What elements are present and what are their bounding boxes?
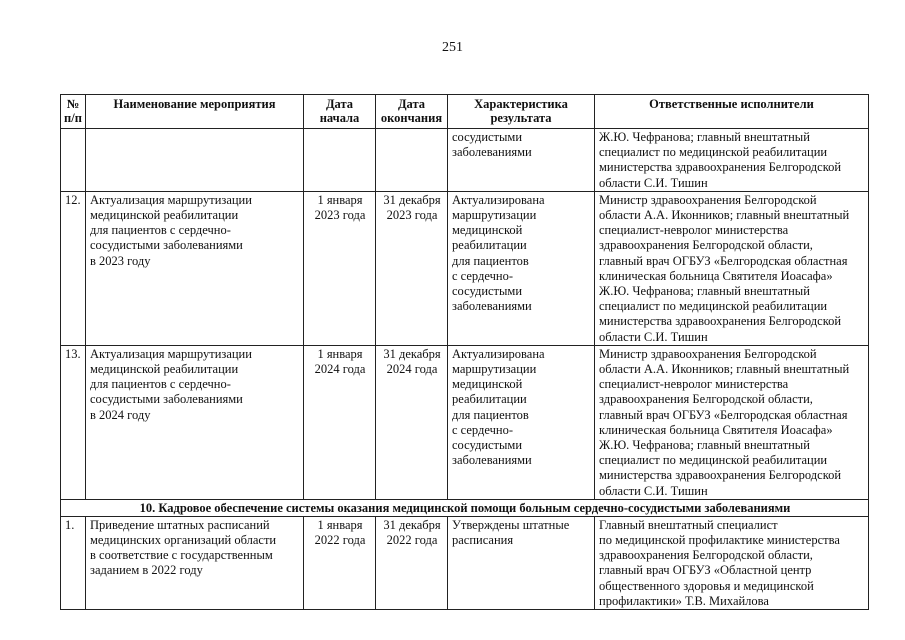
activity-name bbox=[86, 129, 304, 192]
table-row bbox=[61, 516, 869, 609]
start-date: 1 января 2023 года bbox=[304, 191, 376, 345]
row-number bbox=[61, 129, 86, 192]
start-date bbox=[304, 129, 376, 192]
header-end-date: Дата окончания bbox=[376, 95, 448, 129]
start-date: 1 января 2022 года bbox=[304, 516, 376, 609]
responsible-executors: Ж.Ю. Чефранова; главный внештатный специалист по медицинской реабилитации министерства здравоохранения Белгородской области С.И. Тишин bbox=[595, 129, 869, 192]
end-date: 31 декабря 2024 года bbox=[376, 345, 448, 499]
responsible-executors: Главный внештатный специалист по медицинской профилактике министерства здравоохранения Белгородской области, главный врач ОГБУЗ «Областной центр общественного здоровья и медицинской профилактики» Т.В. Михайлова bbox=[595, 516, 869, 609]
end-date: 31 декабря 2022 года bbox=[376, 516, 448, 609]
activity-name: Актуализация маршрутизации медицинской реабилитации для пациентов с сердечно- сосудистыми заболеваниями в 2023 году bbox=[86, 191, 304, 345]
header-start-date: Дата начала bbox=[304, 95, 376, 129]
activity-name: Актуализация маршрутизации медицинской реабилитации для пациентов с сердечно- сосудистыми заболеваниями в 2024 году bbox=[86, 345, 304, 499]
header-number: № п/п bbox=[61, 95, 86, 129]
row-number: 1. bbox=[61, 516, 86, 609]
section-title: 10. Кадровое обеспечение системы оказания медицинской помощи больным сердечно-сосудистыми заболеваниями bbox=[61, 499, 869, 516]
table-body bbox=[61, 129, 869, 610]
start-date: 1 января 2024 года bbox=[304, 345, 376, 499]
activities-table bbox=[60, 94, 869, 610]
end-date: 31 декабря 2023 года bbox=[376, 191, 448, 345]
section-heading-row bbox=[61, 499, 869, 516]
table-row bbox=[61, 191, 869, 345]
result-description: Актуализирована маршрутизации медицинской реабилитации для пациентов с сердечно- сосудистыми заболеваниями bbox=[448, 191, 595, 345]
responsible-executors: Министр здравоохранения Белгородской области А.А. Иконников; главный внештатный специалист-невролог министерства здравоохранения Белгородской области, главный врач ОГБУЗ «Белгородская областная клиническая больница Святителя Иоасафа» Ж.Ю. Чефранова; главный внештатный специалист по медицинской реабилитации министерства здравоохранения Белгородской области С.И. Тишин bbox=[595, 345, 869, 499]
table-row bbox=[61, 129, 869, 192]
header-result: Характеристика результата bbox=[448, 95, 595, 129]
activity-name: Приведение штатных расписаний медицинских организаций области в соответствие с государственным заданием в 2022 году bbox=[86, 516, 304, 609]
end-date bbox=[376, 129, 448, 192]
result-description: Актуализирована маршрутизации медицинской реабилитации для пациентов с сердечно- сосудистыми заболеваниями bbox=[448, 345, 595, 499]
header-responsible: Ответственные исполнители bbox=[595, 95, 869, 129]
row-number: 12. bbox=[61, 191, 86, 345]
table-header-row bbox=[61, 95, 869, 129]
result-description: сосудистыми заболеваниями bbox=[448, 129, 595, 192]
header-activity-name: Наименование мероприятия bbox=[86, 95, 304, 129]
table-row bbox=[61, 345, 869, 499]
result-description: Утверждены штатные расписания bbox=[448, 516, 595, 609]
responsible-executors: Министр здравоохранения Белгородской области А.А. Иконников; главный внештатный специалист-невролог министерства здравоохранения Белгородской области, главный врач ОГБУЗ «Белгородская областная клиническая больница Святителя Иоасафа» Ж.Ю. Чефранова; главный внештатный специалист по медицинской реабилитации министерства здравоохранения Белгородской области С.И. Тишин bbox=[595, 191, 869, 345]
page-number: 251 bbox=[442, 40, 463, 55]
row-number: 13. bbox=[61, 345, 86, 499]
